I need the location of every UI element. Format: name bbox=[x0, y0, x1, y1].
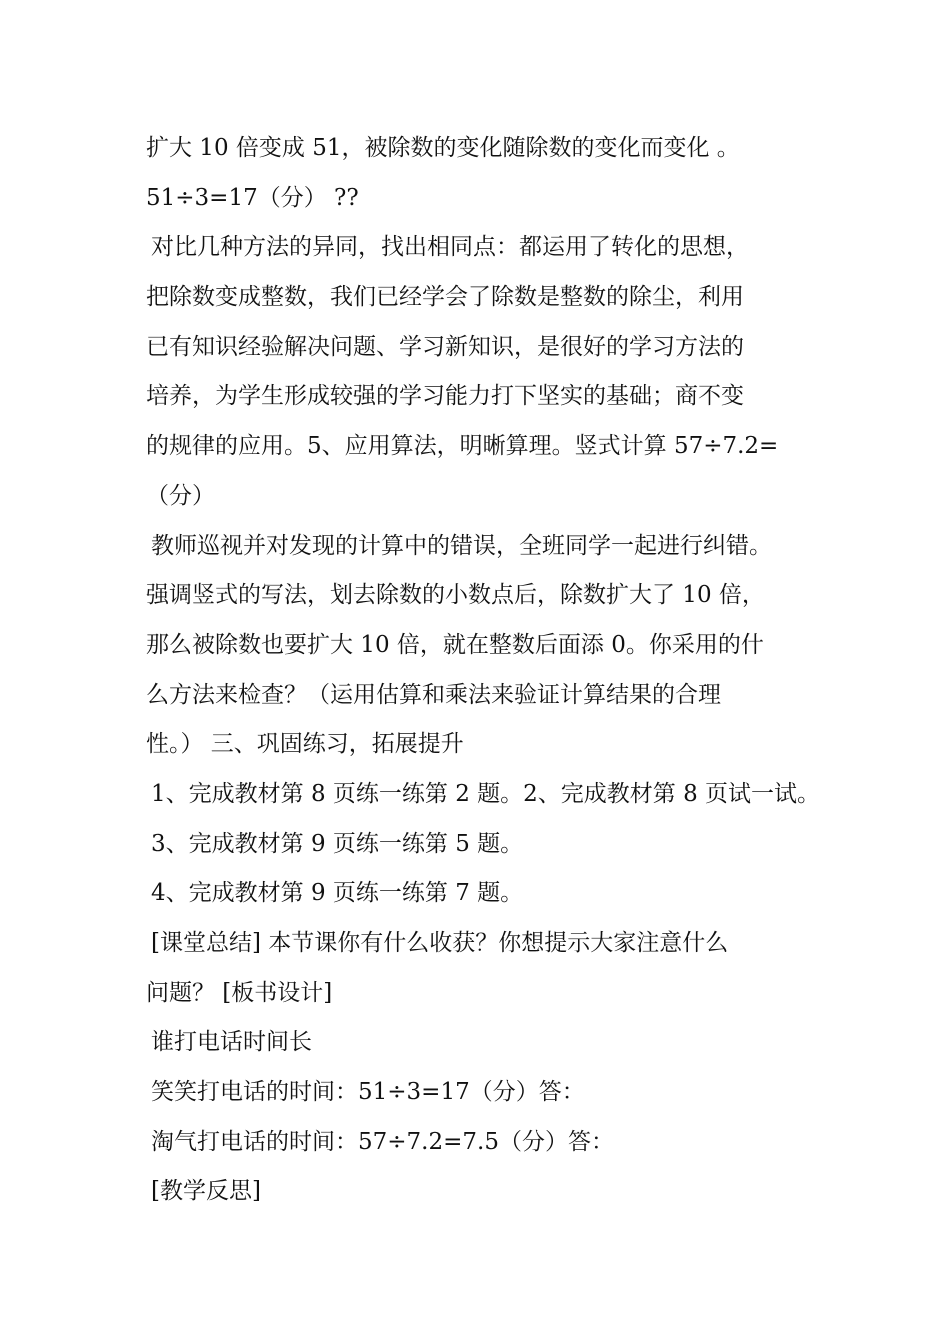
text-line: 4、完成教材第 9 页练一练第 7 题。 bbox=[151, 880, 524, 907]
text-line: 问题？ [板书设计] bbox=[146, 979, 333, 1006]
text-line: [课堂总结] 本节课你有什么收获？你想提示大家注意什么 bbox=[151, 930, 729, 956]
text-line: 淘气打电话的时间：57÷7.2=7.5（分）答： bbox=[151, 1128, 614, 1155]
text-line: 教师巡视并对发现的计算中的错误，全班同学一起进行纠错。 bbox=[151, 532, 772, 559]
text-line: 已有知识经验解决问题、学习新知识，是很好的学习方法的 bbox=[146, 333, 744, 360]
text-line: 把除数变成整数，我们已经学会了除数是整数的除尘，利用 bbox=[146, 284, 744, 311]
text-line: 扩大 10 倍变成 51，被除数的变化随除数的变化而变化 。 bbox=[146, 135, 740, 161]
text-line: 51÷3=17（分） ?? bbox=[146, 184, 359, 211]
text-line: 性。） 三、巩固练习，拓展提升 bbox=[146, 731, 464, 758]
text-line: 笑笑打电话的时间：51÷3=17（分）答： bbox=[151, 1079, 585, 1106]
text-line: [教学反思] bbox=[151, 1178, 261, 1205]
text-line: 培养，为学生形成较强的学习能力打下坚实的基础；商不变 bbox=[146, 383, 744, 410]
text-line: 的规律的应用。5、应用算法，明晰算理。竖式计算 57÷7.2= bbox=[146, 433, 779, 460]
text-line: 那么被除数也要扩大 10 倍，就在整数后面添 0。你采用的什 bbox=[146, 631, 764, 658]
text-line: 3、完成教材第 9 页练一练第 5 题。 bbox=[151, 830, 524, 857]
text-line: 1、完成教材第 8 页练一练第 2 题。2、完成教材第 8 页试一试。 bbox=[151, 780, 821, 807]
text-line: 么方法来检查？（运用估算和乘法来验证计算结果的合理 bbox=[146, 681, 721, 708]
text-line: 强调竖式的写法，划去除数的小数点后，除数扩大了 10 倍， bbox=[146, 582, 765, 609]
text-line: （分） bbox=[146, 482, 215, 509]
text-line: 对比几种方法的异同，找出相同点：都运用了转化的思想， bbox=[151, 234, 749, 261]
document-body bbox=[146, 124, 836, 1217]
text-line: 谁打电话时间长 bbox=[151, 1029, 312, 1056]
